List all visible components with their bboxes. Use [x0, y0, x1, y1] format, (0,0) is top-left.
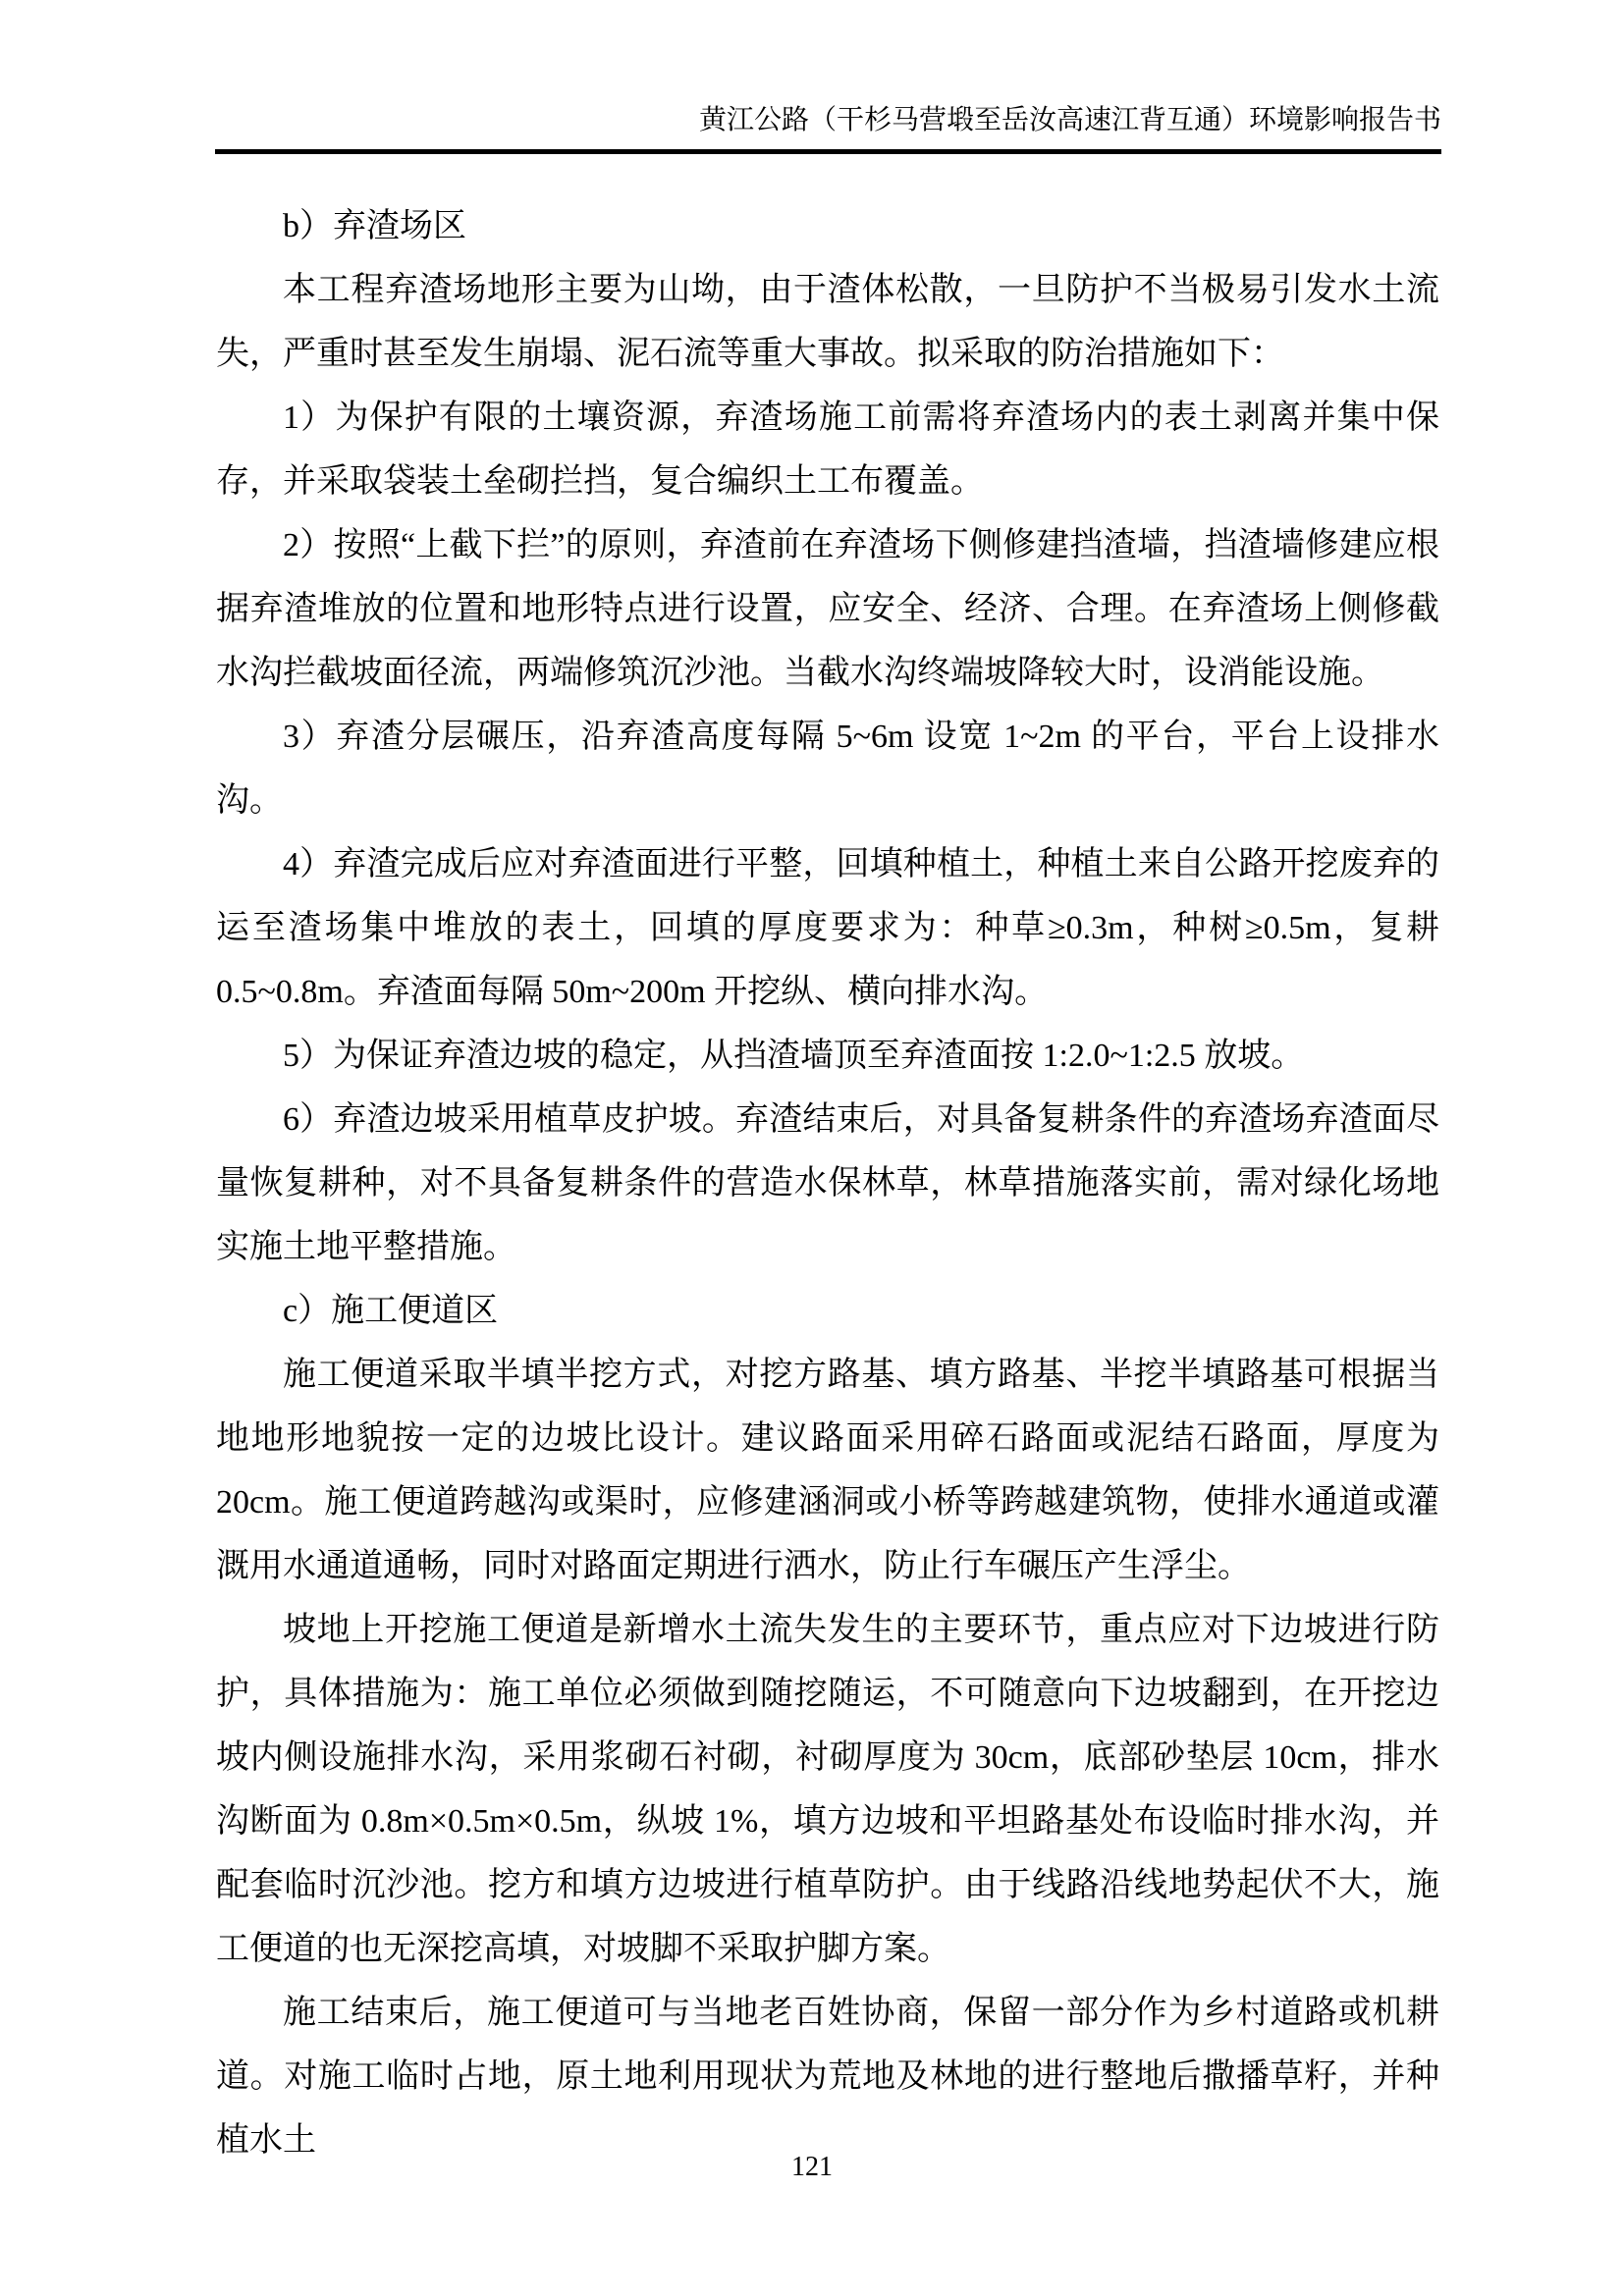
- para-measure-5: 5）为保证弃渣边坡的稳定，从挡渣墙顶至弃渣面按 1:2.0~1:2.5 放坡。: [283, 1038, 1305, 1074]
- section-c-heading: c）施工便道区: [283, 1293, 499, 1329]
- document-body: [216, 194, 1439, 2172]
- para-measure-6: 6）弃渣边坡采用植草皮护坡。弃渣结束后，对具备复耕条件的弃渣场弃渣面尽量恢复耕种，对不具备复耕条件的营造水保林草，林草措施落实前，需对绿化场地实施土地平整措施。: [216, 1101, 1439, 1265]
- para-access-road-design: 施工便道采取半填半挖方式，对挖方路基、填方路基、半挖半填路基可根据当地地形地貌按一定的边坡比设计。建议路面采用碎石路面或泥结石路面，厚度为 20cm。施工便道跨越沟或渠时，应修建涵洞或小桥等跨越建筑物，使排水通道或灌溉用水通道通畅，同时对路面定期进行洒水，防止行车碾压产生浮尘。: [216, 1357, 1439, 1584]
- section-b-heading: b）弃渣场区: [283, 208, 466, 244]
- para-measure-4: 4）弃渣完成后应对弃渣面进行平整，回填种植土，种植土来自公路开挖废弃的运至渣场集中堆放的表土，回填的厚度要求为：种草≥0.3m，种树≥0.5m，复耕 0.5~0.8m。弃渣面每隔 50m~200m 开挖纵、横向排水沟。: [216, 846, 1439, 1010]
- para-spoil-ground-intro: 本工程弃渣场地形主要为山坳，由于渣体松散，一旦防护不当极易引发水土流失，严重时甚至发生崩塌、泥石流等重大事故。拟采取的防治措施如下：: [216, 272, 1439, 372]
- para-measure-2: 2）按照“上截下拦”的原则，弃渣前在弃渣场下侧修建挡渣墙，挡渣墙修建应根据弃渣堆放的位置和地形特点进行设置，应安全、经济、合理。在弃渣场上侧修截水沟拦截坡面径流，两端修筑沉沙池。当截水沟终端坡降较大时，设消能设施。: [216, 527, 1439, 691]
- header-rule: [215, 149, 1441, 154]
- para-access-road-protect: 坡地上开挖施工便道是新增水土流失发生的主要环节，重点应对下边坡进行防护，具体措施为：施工单位必须做到随挖随运，不可随意向下边坡翻到，在开挖边坡内侧设施排水沟，采用浆砌石衬砌，衬砌厚度为 30cm，底部砂垫层 10cm，排水沟断面为 0.8m×0.5m×0.5m，纵坡 1%，填方边坡和平坦路基处布设临时排水沟，并配套临时沉沙池。挖方和填方边坡进行植草防护。由于线路沿线地势起伏不大，施工便道的也无深挖高填，对坡脚不采取护脚方案。: [216, 1612, 1439, 1967]
- page-header-title: 黄江公路（干杉马营塅至岳汝高速江背互通）环境影响报告书: [698, 105, 1441, 135]
- para-measure-1: 1）为保护有限的土壤资源，弃渣场施工前需将弃渣场内的表土剥离并集中保存，并采取袋装土垒砌拦挡，复合编织土工布覆盖。: [216, 400, 1439, 500]
- page-number: 121: [791, 2152, 833, 2182]
- para-access-road-closure: 施工结束后，施工便道可与当地老百姓协商，保留一部分作为乡村道路或机耕道。对施工临时占地，原土地利用现状为荒地及林地的进行整地后撒播草籽，并种植水土: [216, 1995, 1439, 2159]
- para-measure-3: 3）弃渣分层碾压，沿弃渣高度每隔 5~6m 设宽 1~2m 的平台，平台上设排水沟。: [216, 719, 1439, 819]
